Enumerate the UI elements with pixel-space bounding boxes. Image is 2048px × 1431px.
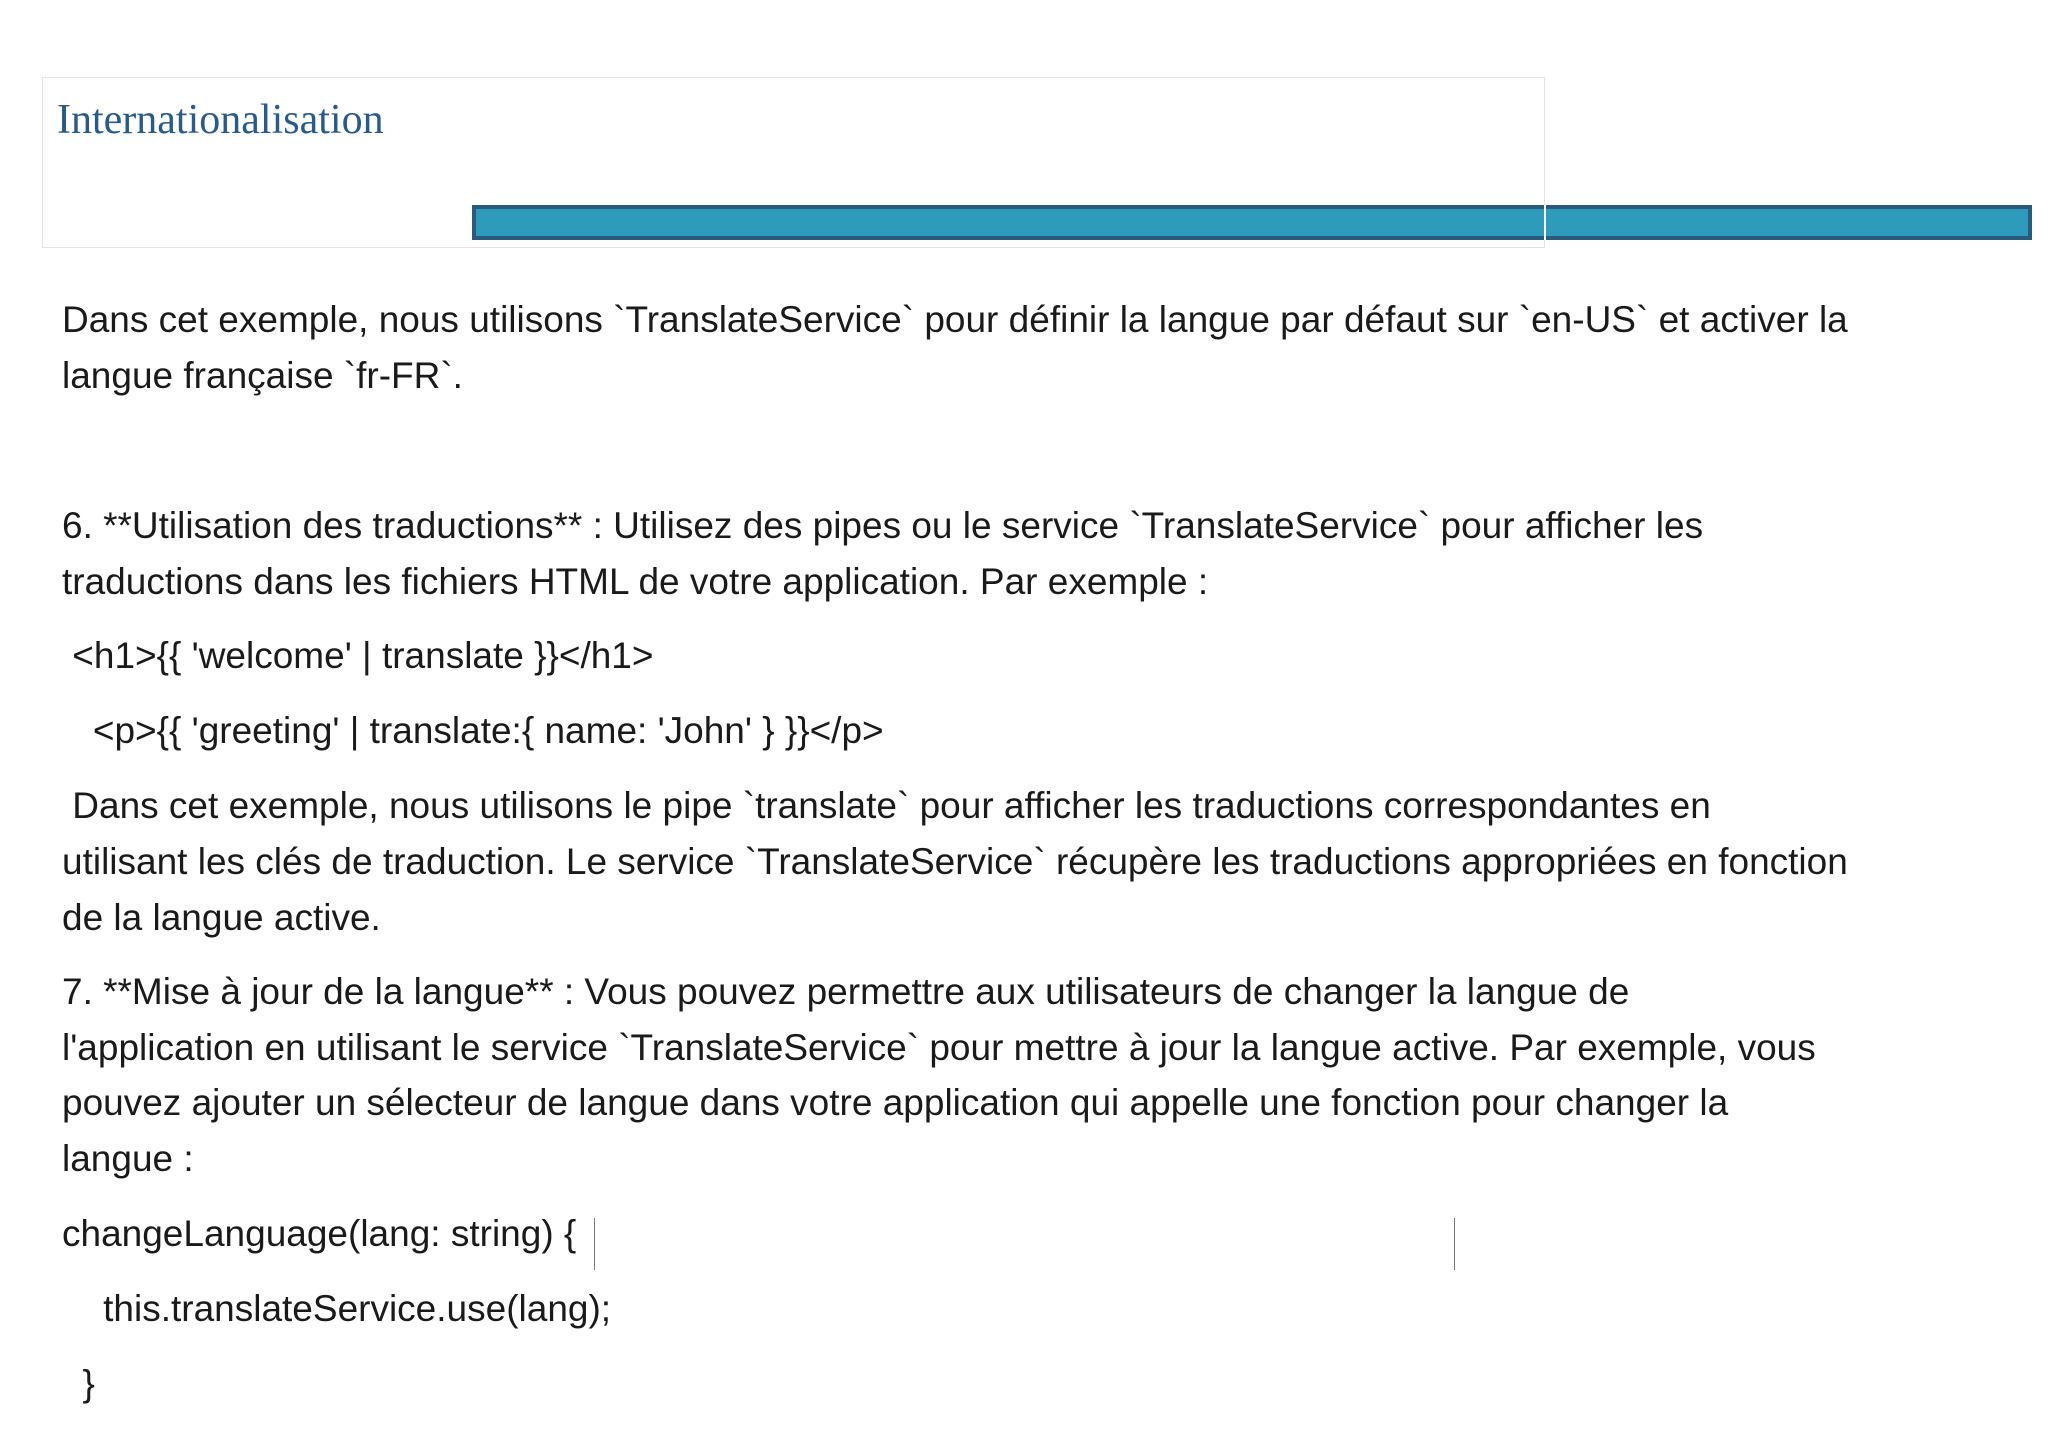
explain-line-1: Dans cet exemple, nous utilisons le pipe `translate` pour afficher les traductions correspondantes en [62,785,1711,826]
step7-line-2: l'application en utilisant le service `TranslateService` pour mettre à jour la langue active. Par exemple, vous [62,1027,1816,1068]
page-title: Internationalisation [57,97,384,143]
intro-line-2: langue française `fr-FR`. [62,355,463,396]
step7-line-4: langue : [62,1138,194,1179]
explain-line-3: de la langue active. [62,897,381,938]
step6-line-2: traductions dans les fichiers HTML de votre application. Par exemple : [62,561,1209,602]
step7-line-1: 7. **Mise à jour de la langue** : Vous pouvez permettre aux utilisateurs de changer la langue de [62,971,1630,1012]
step6-line-1: 6. **Utilisation des traductions** : Utilisez des pipes ou le service `TranslateService` pour afficher les [62,505,1704,546]
code-p-example: <p>{{ 'greeting' | translate:{ name: 'John' } }}</p> [62,710,884,751]
column-marker [1454,1218,1455,1270]
code-change-language: changeLanguage(lang: string) { [62,1213,577,1254]
code-closing-brace: } [62,1363,95,1404]
title-bar-divider [1544,205,1546,240]
title-accent-bar [472,205,2032,240]
code-h1-example: <h1>{{ 'welcome' | translate }}</h1> [62,635,654,676]
text-cursor [594,1218,595,1270]
intro-line-1: Dans cet exemple, nous utilisons `TranslateService` pour définir la langue par défaut sur `en-US` et activer la [62,299,1848,340]
explain-line-2: utilisant les clés de traduction. Le service `TranslateService` récupère les traductions appropriées en fonction [62,841,1848,882]
code-translate-use: this.translateService.use(lang); [62,1288,612,1329]
step7-line-3: pouvez ajouter un sélecteur de langue dans votre application qui appelle une fonction pour changer la [62,1082,1729,1123]
